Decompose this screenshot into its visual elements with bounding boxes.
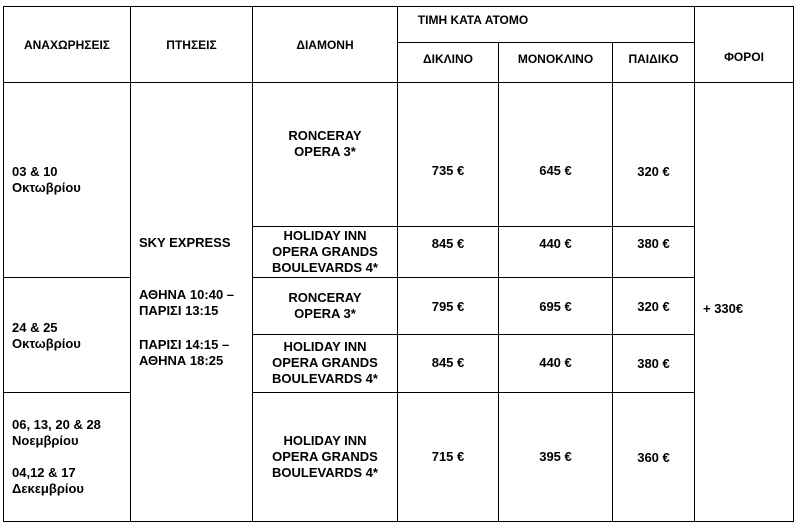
table-border-top-taxes xyxy=(694,6,793,7)
price-double: 845 € xyxy=(431,236,465,251)
header-flights: ΠΤΗΣΕΙΣ xyxy=(166,37,217,52)
header-price-per-person: ΤΙΜΗ ΚΑΤΑ ΑΤΟΜΟ xyxy=(417,13,529,27)
col-line-3 xyxy=(397,6,398,522)
price-double: 735 € xyxy=(431,163,465,178)
col-line-6 xyxy=(694,6,695,522)
flight-return: ΠΑΡΙΣΙ 14:15 – ΑΘΗΝΑ 18:25 xyxy=(139,337,230,368)
row-line-3 xyxy=(252,334,694,335)
hotel-name: RONCERAY OPERA 3* xyxy=(288,128,362,159)
header-taxes: ΦΟΡΟΙ xyxy=(724,50,764,64)
price-single: 695 € xyxy=(539,299,572,314)
flight-outbound: ΑΘΗΝΑ 10:40 – ΠΑΡΙΣΙ 13:15 xyxy=(139,287,235,318)
table-border-bottom xyxy=(3,521,793,522)
price-child: 320 € xyxy=(637,164,670,179)
header-single: ΜΟΝΟΚΛΙΝΟ xyxy=(517,52,594,66)
price-single: 440 € xyxy=(539,236,572,251)
header-double: ΔΙΚΛΙΝΟ xyxy=(423,52,473,66)
price-single: 645 € xyxy=(539,163,572,178)
flight-airline: SKY EXPRESS xyxy=(139,235,231,250)
departure-dates: 24 & 25 Οκτωβρίου xyxy=(12,320,81,351)
hotel-name: RONCERAY OPERA 3* xyxy=(288,290,362,321)
price-double: 845 € xyxy=(431,355,465,370)
row-line-dep-2 xyxy=(3,392,130,393)
table-border-right xyxy=(793,6,794,522)
price-child: 320 € xyxy=(637,299,670,314)
departure-dates: 03 & 10 Οκτωβρίου xyxy=(12,164,81,195)
row-line-4 xyxy=(252,392,694,393)
price-child: 360 € xyxy=(637,450,670,465)
header-child: ΠΑΙΔΙΚΟ xyxy=(628,52,679,66)
header-accommodation: ΔΙΑΜΟΝΗ xyxy=(296,37,354,52)
price-double: 715 € xyxy=(431,449,465,464)
hotel-name: HOLIDAY INN OPERA GRANDS BOULEVARDS 4* xyxy=(272,228,378,275)
price-single: 440 € xyxy=(539,355,572,370)
price-child: 380 € xyxy=(637,356,670,371)
col-line-1 xyxy=(130,6,131,522)
row-line-dep-1 xyxy=(3,277,130,278)
header-bottom-line xyxy=(3,82,793,83)
price-double: 795 € xyxy=(431,299,465,314)
hotel-name: HOLIDAY INN OPERA GRANDS BOULEVARDS 4* xyxy=(272,339,378,386)
departure-dates: 06, 13, 20 & 28 Νοεμβρίου 04,12 & 17 Δεκεμβρίου xyxy=(12,417,101,496)
header-departures: ΑΝΑΧΩΡΗΣΕΙΣ xyxy=(23,37,111,52)
hotel-name: HOLIDAY INN OPERA GRANDS BOULEVARDS 4* xyxy=(272,433,378,480)
price-child: 380 € xyxy=(637,236,670,251)
taxes-value: + 330€ xyxy=(703,301,744,316)
row-line-2 xyxy=(252,277,694,278)
price-single: 395 € xyxy=(539,449,572,464)
